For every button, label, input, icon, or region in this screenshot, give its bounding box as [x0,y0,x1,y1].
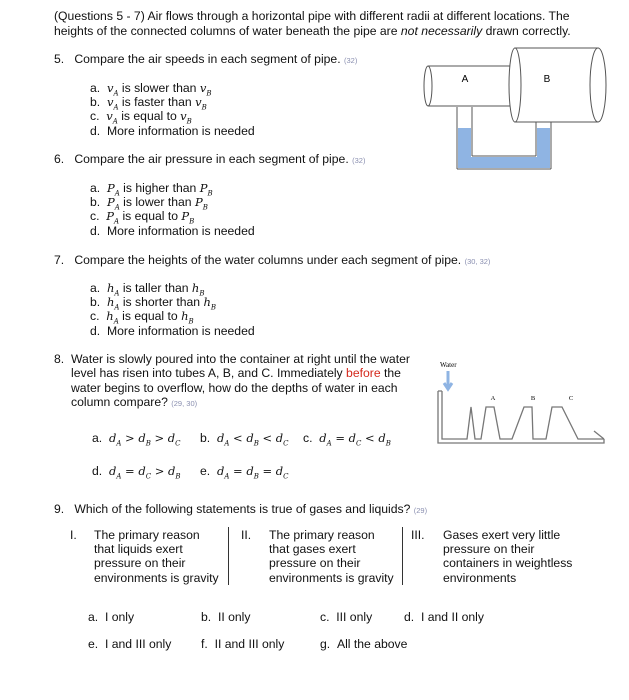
option-text: I and III only [104,637,172,651]
option-letter: c. [320,610,330,624]
q9-text: Which of the following statements is true of gases and liquids? [74,502,411,516]
water-label: Water [440,361,457,369]
option-text: is faster than [118,95,196,109]
q6-option-c[interactable] [90,209,194,225]
q7-reference: (30, 32) [464,257,491,266]
option-text: is equal to [117,109,181,123]
subscript: B [207,189,213,198]
option-letter: c. [90,209,100,223]
q9-option-f[interactable] [201,637,284,651]
q7-option-c[interactable] [90,309,194,325]
option-letter: a. [88,610,99,624]
option-text: is higher than [119,181,200,195]
option-letter: a. [92,431,103,445]
statement-line: pressure on their [94,556,186,571]
q8-option-b[interactable] [200,431,289,447]
q9-option-b[interactable] [201,610,250,624]
option-text: All the above [336,637,408,651]
symbol: P [106,195,115,209]
intro-line-2-part-c: drawn correctly. [482,24,571,38]
q7-option-d[interactable] [90,324,255,338]
symbol: v [106,81,114,95]
option-expression: $d_A = d_C < d_B$ [319,431,391,448]
pipe-figure [420,40,610,180]
wide-pipe [515,48,598,122]
symbol: v [106,109,113,123]
wide-pipe-end [509,48,521,122]
option-letter: d. [404,610,415,624]
statement-divider [402,527,403,585]
subscript: B [201,103,207,112]
option-expression: $d_A > d_B > d_C$ [108,431,181,448]
symbol: P [106,181,115,195]
option-text: I only [104,610,135,624]
option-text: II and III only [214,637,285,651]
option-text: More information is needed [106,124,255,138]
subscript: B [199,289,205,298]
q6-text: Compare the air pressure in each segment of pipe. [74,152,349,166]
option-text: is shorter than [119,295,204,309]
symbol: v [195,95,202,109]
option-text: More information is needed [106,224,255,238]
q5-number: 5. [54,52,65,66]
q9-number: 9. [54,502,65,516]
q7-number: 7. [54,253,65,267]
symbol: h [181,309,189,323]
q8-line-2-text: level has risen into tubes A, B, and C. Immediately [71,366,347,380]
q5-text: Compare the air speeds in each segment of pipe. [74,52,341,66]
water-connector [458,157,550,168]
wide-pipe-right-end [590,48,606,122]
option-letter: g. [320,637,331,651]
subscript: A [114,203,120,212]
option-text: II only [217,610,251,624]
statement-line: The primary reason [269,528,375,542]
option-letter: c. [90,109,100,123]
q6-option-d[interactable] [90,224,255,238]
option-text: is slower than [118,81,200,95]
option-expression: $d_A = d_B = d_C$ [216,464,289,481]
q9-option-g[interactable] [320,637,407,651]
subscript: A [114,189,120,198]
subscript: B [210,303,217,312]
q9-option-d[interactable] [404,610,484,624]
option-letter: f. [201,637,208,651]
symbol: v [180,109,187,123]
subscript: A [113,103,119,112]
option-letter: c. [90,309,100,323]
q7-prompt [54,253,490,267]
option-text: III only [336,610,373,624]
container-figure [434,355,609,455]
subscript: A [113,89,119,98]
statement-divider [228,527,229,585]
q8-number: 8. [54,352,65,366]
statement-line: containers in weightless [443,556,573,571]
symbol: P [106,209,115,223]
symbol: P [181,209,190,223]
option-letter: a. [90,181,101,195]
q8-line-2-tail: the [380,366,401,380]
q8-option-a[interactable] [92,431,181,447]
option-letter: a. [90,281,101,295]
q8-option-d[interactable] [92,464,181,480]
option-text: is equal to [118,309,182,323]
option-letter: b. [90,95,101,109]
q5-option-c[interactable] [90,109,192,125]
option-letter: a. [90,81,101,95]
option-letter: d. [90,324,101,338]
q5-option-d[interactable] [90,124,255,138]
q8-line-3: water begins to overflow, how do the depths of water in each [71,381,398,395]
statement-line: that gases exert [269,542,356,557]
intro-line-2 [54,24,571,38]
symbol: P [199,181,208,195]
statement-line: pressure on their [443,542,535,557]
statement-1-number: I. [70,528,77,542]
intro-line-2-part-a: heights of the connected columns of water beneath the pipe are [54,24,401,38]
q9-prompt [54,502,427,516]
statement-line: environments is gravity [94,570,219,585]
option-text: I and II only [420,610,484,624]
option-letter: c. [303,431,313,445]
statement-line: The primary reason [94,528,200,542]
q8-line-1: Water is slowly poured into the container at right until the water [71,352,410,366]
q8-line-4 [71,395,197,409]
q8-reference: (29, 30) [171,399,198,408]
statement-line: environments is gravity [269,570,394,585]
intro-emphasis: not necessarily [400,24,483,38]
container-label-b: B [530,395,536,402]
q8-line-4-text: column compare? [71,395,168,409]
option-text: is equal to [119,209,182,223]
intro-line-1: (Questions 5 - 7) Air flows through a horizontal pipe with different radii at different locations. The [54,9,570,23]
narrow-pipe [428,66,515,106]
statement-2-number: II. [241,528,252,542]
q8-option-e[interactable] [200,464,289,480]
subscript: A [114,289,120,298]
option-letter: b. [200,431,211,445]
statement-line: environments [443,570,517,585]
option-letter: d. [90,124,101,138]
q5-reference: (32) [344,56,358,65]
option-letter: e. [200,464,211,478]
statement-3-number: III. [411,528,425,542]
symbol: h [203,295,211,309]
subscript: B [186,117,192,126]
q9-option-e[interactable] [88,637,171,651]
subscript: B [202,203,208,212]
container-label-c: C [568,395,574,402]
statement-line: that liquids exert [94,542,183,557]
symbol: v [199,81,207,95]
subscript: B [206,89,212,98]
container-label-a: A [490,395,496,402]
q9-option-a[interactable] [88,610,134,624]
q8-line-2 [71,366,401,380]
container-outline [438,391,604,443]
q6-reference: (32) [352,156,366,165]
subscript: A [113,317,119,326]
option-text: More information is needed [106,324,255,338]
q6-prompt [54,152,365,166]
pipe-label-b: B [543,74,551,85]
subscript: A [114,303,120,312]
statement-2 [269,528,397,585]
option-expression: $d_A = d_C > d_B$ [108,464,181,481]
symbol: v [106,95,114,109]
option-text: is taller than [119,281,192,295]
subscript: A [112,117,118,126]
subscript: B [188,317,194,326]
q5-prompt [54,52,357,66]
pipe-label-a: A [461,74,469,85]
statement-1 [94,528,222,585]
option-letter: d. [90,224,101,238]
q6-number: 6. [54,152,65,166]
option-expression: $d_A < d_B < d_C$ [216,431,289,448]
symbol: h [191,281,200,295]
statement-3 [443,528,583,585]
symbol: h [106,295,115,309]
symbol: P [194,195,203,209]
option-letter: e. [88,637,99,651]
statement-line: Gases exert very little [443,528,561,542]
water-arrow-icon [444,371,452,389]
option-letter: d. [92,464,103,478]
q8-emphasis: before [346,366,381,380]
subscript: A [114,217,120,226]
symbol: h [106,309,114,323]
option-letter: b. [90,195,101,209]
q7-text: Compare the heights of the water columns under each segment of pipe. [74,253,462,267]
q9-option-c[interactable] [320,610,372,624]
symbol: h [106,281,115,295]
option-text: is lower than [119,195,195,209]
option-letter: b. [201,610,212,624]
subscript: B [189,217,195,226]
q8-option-c[interactable] [303,431,391,447]
q9-reference: (29) [413,506,428,515]
statement-line: pressure on their [269,556,361,571]
narrow-pipe-end [424,66,432,106]
option-letter: b. [90,295,101,309]
